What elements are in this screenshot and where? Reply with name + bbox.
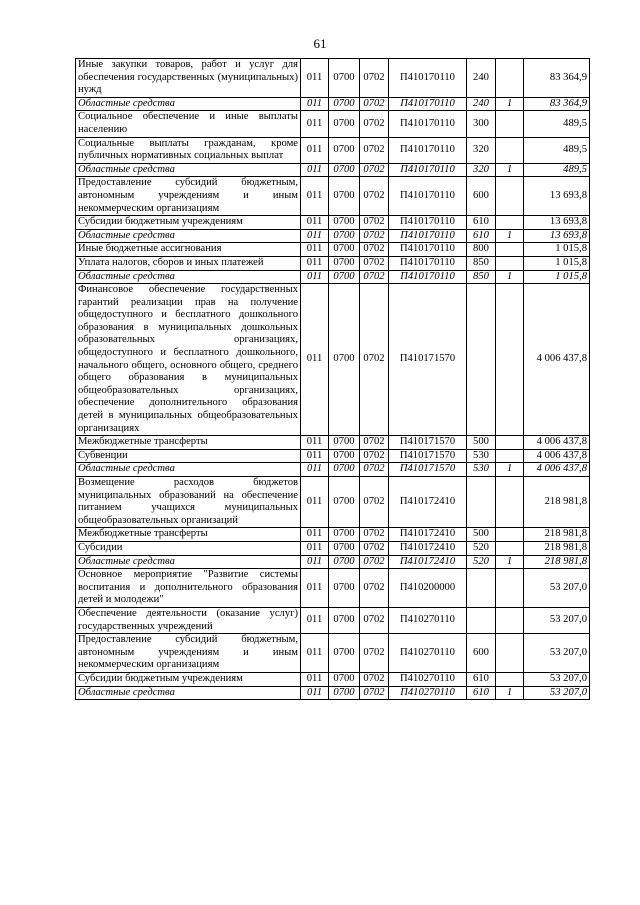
row-expense-type-cell: 610 [467, 672, 496, 686]
row-subsection-cell: 0702 [360, 256, 389, 270]
row-section-cell: 0700 [329, 243, 360, 257]
row-target-article-cell: П410170110 [389, 243, 467, 257]
table-row [76, 163, 590, 177]
row-expense-type-cell: 850 [467, 256, 496, 270]
table-row [76, 97, 590, 111]
row-section-cell: 0700 [329, 216, 360, 230]
row-target-article-cell: П410170110 [389, 163, 467, 177]
row-section-cell: 0700 [329, 163, 360, 177]
row-expense-type-cell: 240 [467, 59, 496, 98]
row-funding-source-cell [496, 137, 524, 163]
row-section-cell: 0700 [329, 686, 360, 700]
row-expense-type-cell: 610 [467, 229, 496, 243]
row-funding-source-cell [496, 634, 524, 673]
row-expense-type-cell [467, 477, 496, 528]
table-row [76, 634, 590, 673]
row-section-cell: 0700 [329, 449, 360, 463]
row-name-cell: Областные средства [76, 555, 301, 569]
row-section-cell: 0700 [329, 256, 360, 270]
row-funding-source-cell: 1 [496, 229, 524, 243]
row-subsection-cell: 0702 [360, 97, 389, 111]
row-name-cell: Областные средства [76, 686, 301, 700]
row-funding-source-cell [496, 569, 524, 608]
row-expense-type-cell: 520 [467, 541, 496, 555]
table-row [76, 528, 590, 542]
row-amount-cell: 218 981,8 [524, 477, 590, 528]
row-subsection-cell: 0702 [360, 111, 389, 137]
row-section-cell: 0700 [329, 528, 360, 542]
table-row [76, 555, 590, 569]
row-amount-cell: 218 981,8 [524, 541, 590, 555]
row-funding-source-cell [496, 216, 524, 230]
row-amount-cell: 13 693,8 [524, 216, 590, 230]
row-section-cell: 0700 [329, 672, 360, 686]
row-subsection-cell: 0702 [360, 528, 389, 542]
row-subsection-cell: 0702 [360, 449, 389, 463]
row-funding-source-cell [496, 243, 524, 257]
row-target-article-cell: П410172410 [389, 555, 467, 569]
row-funding-source-cell: 1 [496, 463, 524, 477]
row-expense-type-cell: 530 [467, 463, 496, 477]
row-funding-source-cell [496, 256, 524, 270]
row-name-cell: Социальное обеспечение и иные выплаты населению [76, 111, 301, 137]
row-name-cell: Межбюджетные трансферты [76, 436, 301, 450]
row-name-cell: Иные бюджетные ассигнования [76, 243, 301, 257]
row-grbs-cell: 011 [301, 111, 329, 137]
row-subsection-cell: 0702 [360, 569, 389, 608]
row-funding-source-cell [496, 672, 524, 686]
row-amount-cell: 1 015,8 [524, 270, 590, 284]
row-expense-type-cell: 610 [467, 216, 496, 230]
row-amount-cell: 489,5 [524, 163, 590, 177]
row-subsection-cell: 0702 [360, 163, 389, 177]
row-name-cell: Субвенции [76, 449, 301, 463]
row-amount-cell: 53 207,0 [524, 686, 590, 700]
row-name-cell: Предоставление субсидий бюджетным, автономным учреждениям и иным некоммерческим организациям [76, 177, 301, 216]
row-grbs-cell: 011 [301, 541, 329, 555]
row-name-cell: Областные средства [76, 229, 301, 243]
row-target-article-cell: П410170110 [389, 270, 467, 284]
row-section-cell: 0700 [329, 569, 360, 608]
row-subsection-cell: 0702 [360, 59, 389, 98]
row-amount-cell: 4 006 437,8 [524, 449, 590, 463]
row-name-cell: Субсидии бюджетным учреждениям [76, 216, 301, 230]
row-amount-cell: 4 006 437,8 [524, 463, 590, 477]
row-section-cell: 0700 [329, 137, 360, 163]
row-grbs-cell: 011 [301, 97, 329, 111]
row-amount-cell: 13 693,8 [524, 177, 590, 216]
row-amount-cell: 83 364,9 [524, 59, 590, 98]
row-section-cell: 0700 [329, 229, 360, 243]
table-row [76, 137, 590, 163]
row-expense-type-cell [467, 569, 496, 608]
row-subsection-cell: 0702 [360, 634, 389, 673]
row-name-cell: Областные средства [76, 97, 301, 111]
row-section-cell: 0700 [329, 270, 360, 284]
row-section-cell: 0700 [329, 634, 360, 673]
row-name-cell: Иные закупки товаров, работ и услуг для обеспечения государственных (муниципальных) нужд [76, 59, 301, 98]
table-row [76, 569, 590, 608]
table-row [76, 607, 590, 633]
row-grbs-cell: 011 [301, 528, 329, 542]
row-section-cell: 0700 [329, 607, 360, 633]
row-target-article-cell: П410270110 [389, 634, 467, 673]
row-section-cell: 0700 [329, 59, 360, 98]
row-funding-source-cell: 1 [496, 555, 524, 569]
row-funding-source-cell: 1 [496, 270, 524, 284]
row-subsection-cell: 0702 [360, 270, 389, 284]
row-expense-type-cell: 240 [467, 97, 496, 111]
row-expense-type-cell: 600 [467, 177, 496, 216]
row-amount-cell: 489,5 [524, 111, 590, 137]
row-subsection-cell: 0702 [360, 477, 389, 528]
row-expense-type-cell: 320 [467, 137, 496, 163]
row-subsection-cell: 0702 [360, 243, 389, 257]
row-name-cell: Основное мероприятие "Развитие системы воспитания и дополнительного образования детей и молодежи" [76, 569, 301, 608]
row-expense-type-cell: 800 [467, 243, 496, 257]
row-subsection-cell: 0702 [360, 686, 389, 700]
row-funding-source-cell [496, 111, 524, 137]
row-target-article-cell: П410170110 [389, 111, 467, 137]
row-amount-cell: 53 207,0 [524, 607, 590, 633]
row-name-cell: Предоставление субсидий бюджетным, автономным учреждениям и иным некоммерческим организациям [76, 634, 301, 673]
row-expense-type-cell: 500 [467, 436, 496, 450]
row-name-cell: Субсидии бюджетным учреждениям [76, 672, 301, 686]
row-amount-cell: 218 981,8 [524, 528, 590, 542]
row-grbs-cell: 011 [301, 477, 329, 528]
row-amount-cell: 1 015,8 [524, 243, 590, 257]
row-funding-source-cell: 1 [496, 686, 524, 700]
table-row [76, 59, 590, 98]
row-expense-type-cell: 610 [467, 686, 496, 700]
table-row [76, 541, 590, 555]
row-target-article-cell: П410270110 [389, 686, 467, 700]
row-subsection-cell: 0702 [360, 672, 389, 686]
row-name-cell: Финансовое обеспечение государственных гарантий реализации прав на получение общедоступного и бесплатного дошкольного образования в муниципальных дошкольных образовательных организациях, общедоступного и бесплатного дошкольного, начального общего, основного общего, среднего общего образования в муниципальных общеобразовательных организациях, обеспечение дополнительного образования детей в муниципальных общеобразовательных организациях [76, 284, 301, 436]
row-expense-type-cell: 300 [467, 111, 496, 137]
table-row [76, 256, 590, 270]
row-name-cell: Межбюджетные трансферты [76, 528, 301, 542]
row-subsection-cell: 0702 [360, 216, 389, 230]
table-row [76, 284, 590, 436]
row-target-article-cell: П410171570 [389, 436, 467, 450]
row-grbs-cell: 011 [301, 634, 329, 673]
row-name-cell: Возмещение расходов бюджетов муниципальных образований на обеспечение питанием учащихся муниципальных общеобразовательных организаций [76, 477, 301, 528]
row-funding-source-cell: 1 [496, 163, 524, 177]
row-subsection-cell: 0702 [360, 177, 389, 216]
row-target-article-cell: П410172410 [389, 528, 467, 542]
table-row [76, 270, 590, 284]
page-number: 61 [313, 36, 327, 51]
table-row [76, 177, 590, 216]
row-name-cell: Областные средства [76, 270, 301, 284]
row-amount-cell: 4 006 437,8 [524, 436, 590, 450]
row-section-cell: 0700 [329, 284, 360, 436]
row-expense-type-cell: 520 [467, 555, 496, 569]
row-name-cell: Уплата налогов, сборов и иных платежей [76, 256, 301, 270]
row-target-article-cell: П410170110 [389, 216, 467, 230]
row-amount-cell: 1 015,8 [524, 256, 590, 270]
row-grbs-cell: 011 [301, 59, 329, 98]
row-grbs-cell: 011 [301, 177, 329, 216]
row-section-cell: 0700 [329, 436, 360, 450]
row-grbs-cell: 011 [301, 229, 329, 243]
row-expense-type-cell: 530 [467, 449, 496, 463]
row-funding-source-cell [496, 528, 524, 542]
row-subsection-cell: 0702 [360, 229, 389, 243]
row-funding-source-cell [496, 284, 524, 436]
row-subsection-cell: 0702 [360, 436, 389, 450]
row-amount-cell: 53 207,0 [524, 569, 590, 608]
row-amount-cell: 218 981,8 [524, 555, 590, 569]
row-section-cell: 0700 [329, 177, 360, 216]
row-funding-source-cell [496, 177, 524, 216]
row-subsection-cell: 0702 [360, 284, 389, 436]
row-target-article-cell: П410172410 [389, 477, 467, 528]
row-grbs-cell: 011 [301, 672, 329, 686]
row-name-cell: Социальные выплаты гражданам, кроме публичных нормативных социальных выплат [76, 137, 301, 163]
row-funding-source-cell [496, 541, 524, 555]
row-target-article-cell: П410270110 [389, 607, 467, 633]
row-grbs-cell: 011 [301, 284, 329, 436]
row-target-article-cell: П410200000 [389, 569, 467, 608]
row-target-article-cell: П410171570 [389, 284, 467, 436]
row-expense-type-cell: 600 [467, 634, 496, 673]
row-target-article-cell: П410172410 [389, 541, 467, 555]
row-target-article-cell: П410171570 [389, 463, 467, 477]
row-target-article-cell: П410170110 [389, 256, 467, 270]
row-grbs-cell: 011 [301, 555, 329, 569]
table-row [76, 463, 590, 477]
row-expense-type-cell: 850 [467, 270, 496, 284]
row-target-article-cell: П410170110 [389, 97, 467, 111]
row-grbs-cell: 011 [301, 137, 329, 163]
row-subsection-cell: 0702 [360, 555, 389, 569]
table-row [76, 216, 590, 230]
row-amount-cell: 13 693,8 [524, 229, 590, 243]
row-target-article-cell: П410170110 [389, 177, 467, 216]
table-row [76, 449, 590, 463]
row-target-article-cell: П410170110 [389, 229, 467, 243]
row-funding-source-cell [496, 607, 524, 633]
table-row [76, 111, 590, 137]
row-name-cell: Областные средства [76, 463, 301, 477]
row-section-cell: 0700 [329, 111, 360, 137]
row-subsection-cell: 0702 [360, 463, 389, 477]
table-row [76, 243, 590, 257]
budget-table-body [76, 59, 590, 700]
budget-table [75, 58, 590, 700]
row-grbs-cell: 011 [301, 449, 329, 463]
row-subsection-cell: 0702 [360, 607, 389, 633]
table-row [76, 477, 590, 528]
row-amount-cell: 4 006 437,8 [524, 284, 590, 436]
row-expense-type-cell: 500 [467, 528, 496, 542]
table-row [76, 686, 590, 700]
row-name-cell: Субсидии [76, 541, 301, 555]
row-grbs-cell: 011 [301, 270, 329, 284]
row-grbs-cell: 011 [301, 607, 329, 633]
row-amount-cell: 53 207,0 [524, 672, 590, 686]
row-target-article-cell: П410170110 [389, 137, 467, 163]
row-target-article-cell: П410171570 [389, 449, 467, 463]
row-subsection-cell: 0702 [360, 541, 389, 555]
row-funding-source-cell: 1 [496, 97, 524, 111]
row-expense-type-cell: 320 [467, 163, 496, 177]
row-section-cell: 0700 [329, 541, 360, 555]
row-section-cell: 0700 [329, 477, 360, 528]
row-expense-type-cell [467, 284, 496, 436]
row-amount-cell: 83 364,9 [524, 97, 590, 111]
row-name-cell: Областные средства [76, 163, 301, 177]
row-subsection-cell: 0702 [360, 137, 389, 163]
table-row [76, 436, 590, 450]
row-amount-cell: 489,5 [524, 137, 590, 163]
row-funding-source-cell [496, 59, 524, 98]
row-amount-cell: 53 207,0 [524, 634, 590, 673]
row-funding-source-cell [496, 477, 524, 528]
row-grbs-cell: 011 [301, 436, 329, 450]
table-row [76, 229, 590, 243]
row-grbs-cell: 011 [301, 163, 329, 177]
row-section-cell: 0700 [329, 97, 360, 111]
row-grbs-cell: 011 [301, 243, 329, 257]
row-grbs-cell: 011 [301, 463, 329, 477]
row-grbs-cell: 011 [301, 686, 329, 700]
row-section-cell: 0700 [329, 463, 360, 477]
row-name-cell: Обеспечение деятельности (оказание услуг) государственных учреждений [76, 607, 301, 633]
row-expense-type-cell [467, 607, 496, 633]
row-grbs-cell: 011 [301, 216, 329, 230]
row-grbs-cell: 011 [301, 256, 329, 270]
row-section-cell: 0700 [329, 555, 360, 569]
row-grbs-cell: 011 [301, 569, 329, 608]
row-target-article-cell: П410270110 [389, 672, 467, 686]
table-row [76, 672, 590, 686]
row-funding-source-cell [496, 436, 524, 450]
row-target-article-cell: П410170110 [389, 59, 467, 98]
row-funding-source-cell [496, 449, 524, 463]
